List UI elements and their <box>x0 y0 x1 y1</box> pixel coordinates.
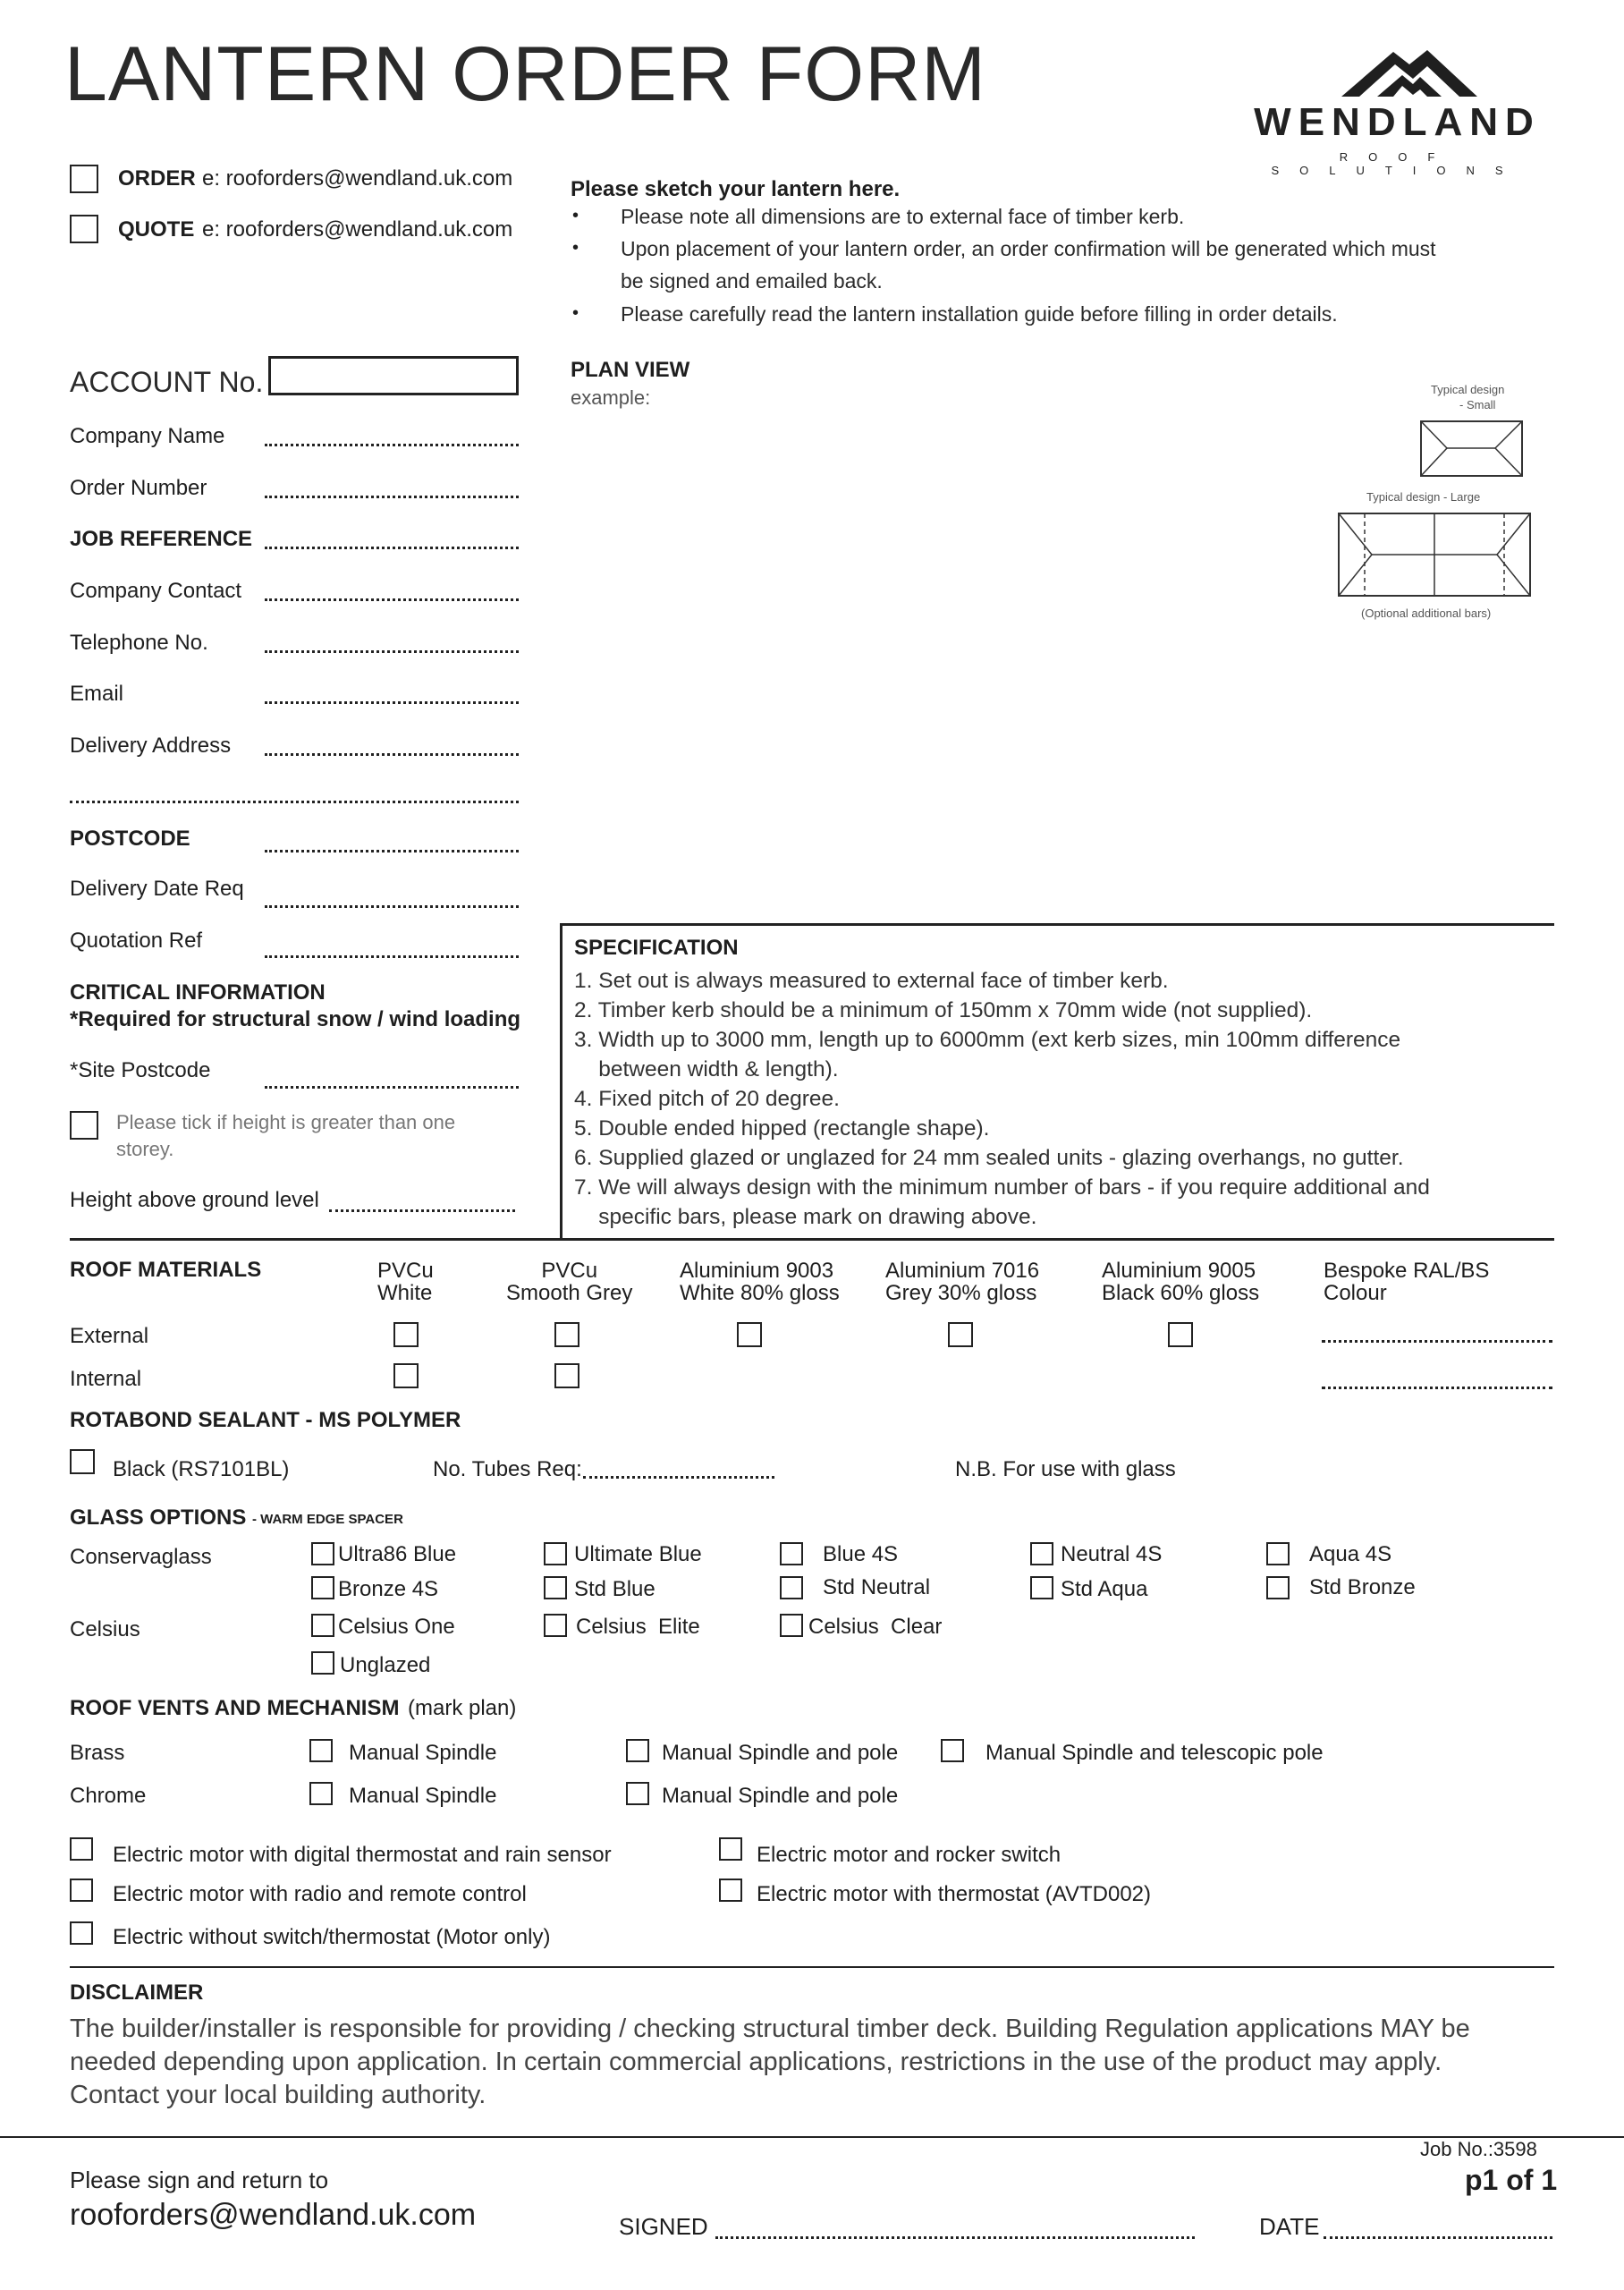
brass-telescopic-label: Manual Spindle and telescopic pole <box>985 1741 1324 1765</box>
glass-ultimate-blue-checkbox[interactable] <box>544 1542 567 1565</box>
sealant-note: N.B. For use with glass <box>955 1457 1176 1481</box>
telephone-field[interactable] <box>265 650 519 653</box>
spec-line-3: 3. Width up to 3000 mm, length up to 6000mm (ext kerb sizes, min 100mm difference <box>574 1028 1401 1052</box>
external-alu-9003-checkbox[interactable] <box>737 1322 762 1347</box>
delivery-address-field[interactable] <box>265 753 519 756</box>
sketch-heading: Please sketch your lantern here. <box>571 177 901 201</box>
external-alu-9005-checkbox[interactable] <box>1168 1322 1193 1347</box>
chrome-manual-spindle-label: Manual Spindle <box>349 1784 497 1808</box>
typical-large-diagram <box>1338 513 1533 598</box>
col-line: White 80% gloss <box>680 1281 840 1306</box>
sign-return-label: Please sign and return to <box>70 2167 329 2193</box>
example-label: example: <box>571 386 651 409</box>
account-label: ACCOUNT No. <box>70 366 264 398</box>
job-reference-label: JOB REFERENCE <box>70 527 253 551</box>
logo-word: WENDLAND <box>1254 100 1541 144</box>
glass-ultra86-checkbox[interactable] <box>311 1542 334 1565</box>
glass-blue-4s-checkbox[interactable] <box>780 1542 803 1565</box>
typical-small-1: Typical design <box>1431 383 1505 396</box>
spec-line-4: 4. Fixed pitch of 20 degree. <box>574 1087 840 1111</box>
glass-subheading: - WARM EDGE SPACER <box>252 1512 403 1527</box>
delivery-address-label: Delivery Address <box>70 734 232 758</box>
unglazed-label: Unglazed <box>340 1653 431 1677</box>
glass-std-neutral-label: Std Neutral <box>823 1575 931 1599</box>
postcode-label: POSTCODE <box>70 827 190 851</box>
brass-manual-spindle-label: Manual Spindle <box>349 1741 497 1765</box>
glass-bronze-4s-checkbox[interactable] <box>311 1576 334 1599</box>
quote-label: QUOTE <box>118 217 195 242</box>
glass-neutral-4s-label: Neutral 4S <box>1061 1542 1163 1566</box>
tick-note-1: Please tick if height is greater than one <box>116 1111 456 1133</box>
col-line: PVCu <box>541 1259 598 1283</box>
col-line: Aluminium 9005 <box>1102 1259 1256 1283</box>
electric-rocker-checkbox[interactable] <box>719 1837 742 1861</box>
celsius-one-checkbox[interactable] <box>311 1614 334 1637</box>
celsius-clear-checkbox[interactable] <box>780 1614 803 1637</box>
external-pvcu-white-checkbox[interactable] <box>393 1322 419 1347</box>
critical-sub: *Required for structural snow / wind loading <box>70 1007 521 1031</box>
electric-motor-only-label: Electric without switch/thermostat (Motor only) <box>113 1925 551 1949</box>
external-alu-7016-checkbox[interactable] <box>948 1322 973 1347</box>
chrome-spindle-pole-checkbox[interactable] <box>626 1782 649 1805</box>
sealant-heading: ROTABOND SEALANT - MS POLYMER <box>70 1408 461 1432</box>
glass-aqua-4s-label: Aqua 4S <box>1309 1542 1392 1566</box>
col-line: Bespoke RAL/BS <box>1324 1259 1490 1283</box>
spec-line-3b: between width & length). <box>574 1057 839 1081</box>
company-contact-label: Company Contact <box>70 579 242 603</box>
chrome-spindle-pole-label: Manual Spindle and pole <box>662 1784 899 1808</box>
delivery-date-field[interactable] <box>265 905 519 908</box>
electric-rain-sensor-checkbox[interactable] <box>70 1837 93 1861</box>
sketch-note-2: Upon placement of your lantern order, an order confirmation will be generated which must <box>621 237 1436 260</box>
roof-materials-heading: ROOF MATERIALS <box>70 1258 262 1282</box>
date-label: DATE <box>1259 2213 1320 2240</box>
page-number: p1 of 1 <box>1465 2164 1558 2196</box>
spec-line-2: 2. Timber kerb should be a minimum of 150mm x 70mm wide (not supplied). <box>574 998 1313 1022</box>
col-line: Grey 30% gloss <box>885 1281 1037 1306</box>
order-number-field[interactable] <box>265 496 519 498</box>
celsius-label: Celsius <box>70 1617 140 1641</box>
glass-std-bronze-label: Std Bronze <box>1309 1575 1416 1599</box>
glass-std-blue-label: Std Blue <box>574 1577 656 1601</box>
spec-line-6: 6. Supplied glazed or unglazed for 24 mm sealed units - glazing overhangs, no gutter. <box>574 1146 1404 1170</box>
glass-neutral-4s-checkbox[interactable] <box>1030 1542 1053 1565</box>
account-number-input[interactable] <box>268 356 519 395</box>
col-alu-9003 <box>680 1260 840 1304</box>
glass-aqua-4s-checkbox[interactable] <box>1266 1542 1290 1565</box>
glass-heading: GLASS OPTIONS <box>70 1505 247 1530</box>
tubes-label: No. Tubes Req: <box>433 1457 582 1481</box>
disclaimer-heading: DISCLAIMER <box>70 1980 204 2005</box>
disclaimer-line-1: The builder/installer is responsible for providing / checking structural timber deck. Building Regulation applications MAY be <box>70 2014 1470 2043</box>
col-alu-7016 <box>885 1260 1039 1304</box>
company-contact-field[interactable] <box>265 598 519 601</box>
col-line: PVCu <box>377 1259 434 1283</box>
col-line: Aluminium 7016 <box>885 1259 1040 1283</box>
signature-field[interactable] <box>715 2236 1195 2239</box>
glass-bronze-4s-label: Bronze 4S <box>338 1577 439 1601</box>
wendland-logo <box>1243 45 1552 177</box>
typical-small-2: - Small <box>1459 398 1496 411</box>
email-field[interactable] <box>265 701 519 704</box>
order-number-label: Order Number <box>70 476 207 500</box>
conservaglass-label: Conservaglass <box>70 1545 212 1569</box>
delivery-date-label: Delivery Date Req <box>70 877 244 901</box>
glass-blue-4s-label: Blue 4S <box>823 1542 899 1566</box>
col-line: Aluminium 9003 <box>680 1259 834 1283</box>
tubes-field[interactable] <box>583 1476 774 1479</box>
glass-std-neutral-checkbox[interactable] <box>780 1576 803 1599</box>
divider-footer <box>0 2136 1624 2138</box>
sketch-note-3: Please carefully read the lantern installation guide before filling in order details. <box>621 302 1338 326</box>
sketch-note-1: Please note all dimensions are to external face of timber kerb. <box>621 205 1185 228</box>
celsius-elite-checkbox[interactable] <box>544 1614 567 1637</box>
page-title: LANTERN ORDER FORM <box>64 31 986 117</box>
glass-std-bronze-checkbox[interactable] <box>1266 1576 1290 1599</box>
celsius-one-label: Celsius One <box>338 1615 455 1639</box>
electric-thermostat-label: Electric motor with thermostat (AVTD002) <box>757 1882 1152 1906</box>
quotation-ref-field[interactable] <box>265 955 519 958</box>
typical-small-diagram <box>1420 420 1524 478</box>
electric-motor-only-checkbox[interactable] <box>70 1921 93 1945</box>
signed-label: SIGNED <box>619 2213 708 2240</box>
col-alu-9005 <box>1102 1260 1259 1304</box>
telephone-label: Telephone No. <box>70 631 208 655</box>
typical-large: Typical design - Large <box>1366 490 1481 504</box>
glass-std-aqua-checkbox[interactable] <box>1030 1576 1053 1599</box>
external-label: External <box>70 1324 149 1348</box>
glass-ultimate-blue-label: Ultimate Blue <box>574 1542 702 1566</box>
electric-rain-sensor-label: Electric motor with digital thermostat and rain sensor <box>113 1843 612 1867</box>
col-line: White <box>377 1281 433 1306</box>
tick-note-2: storey. <box>116 1138 174 1160</box>
quotation-ref-label: Quotation Ref <box>70 929 203 953</box>
job-number: Job No.:3598 <box>1420 2138 1537 2160</box>
electric-rocker-label: Electric motor and rocker switch <box>757 1843 1062 1867</box>
internal-pvcu-white-checkbox[interactable] <box>393 1363 419 1388</box>
order-label: ORDER <box>118 166 196 191</box>
col-bespoke <box>1324 1260 1489 1304</box>
order-checkbox[interactable] <box>70 165 98 193</box>
col-line: Colour <box>1324 1281 1387 1306</box>
electric-thermostat-checkbox[interactable] <box>719 1879 742 1902</box>
internal-bespoke-field[interactable] <box>1322 1387 1552 1389</box>
optional-bars: (Optional additional bars) <box>1361 606 1492 620</box>
email-label: Email <box>70 682 124 706</box>
company-name-field[interactable] <box>265 444 519 446</box>
divider-disclaimer <box>70 1966 1554 1968</box>
specification-heading: SPECIFICATION <box>574 936 739 960</box>
height-label: Height above ground level <box>70 1188 319 1212</box>
logo-sub: ROOF SOLUTIONS <box>1271 150 1524 177</box>
internal-label: Internal <box>70 1367 142 1391</box>
spec-line-1: 1. Set out is always measured to external face of timber kerb. <box>574 969 1169 993</box>
chrome-label: Chrome <box>70 1784 147 1808</box>
external-bespoke-field[interactable] <box>1322 1340 1552 1343</box>
height-field[interactable] <box>329 1209 515 1212</box>
celsius-elite-label: Celsius Elite <box>576 1615 700 1639</box>
postcode-field[interactable] <box>265 850 519 852</box>
order-email: e: rooforders@wendland.uk.com <box>202 166 513 191</box>
glass-std-aqua-label: Std Aqua <box>1061 1577 1148 1601</box>
vents-heading-suffix: (mark plan) <box>408 1696 517 1720</box>
internal-pvcu-grey-checkbox[interactable] <box>554 1363 579 1388</box>
quote-checkbox[interactable] <box>70 215 98 243</box>
sealant-black-label: Black (RS7101BL) <box>113 1457 290 1481</box>
plan-view-heading: PLAN VIEW <box>571 358 690 382</box>
vents-heading: ROOF VENTS AND MECHANISM <box>70 1696 400 1720</box>
delivery-address-line-2[interactable] <box>70 801 519 803</box>
electric-radio-checkbox[interactable] <box>70 1879 93 1902</box>
sketch-note-2b: be signed and emailed back. <box>621 269 883 293</box>
sealant-black-checkbox[interactable] <box>70 1449 95 1474</box>
quote-email: e: rooforders@wendland.uk.com <box>202 217 513 242</box>
return-email: rooforders@wendland.uk.com <box>70 2198 477 2232</box>
brass-spindle-pole-label: Manual Spindle and pole <box>662 1741 899 1765</box>
electric-radio-label: Electric motor with radio and remote control <box>113 1882 527 1906</box>
company-name-label: Company Name <box>70 424 225 448</box>
col-pvcu-smooth-grey <box>506 1260 632 1304</box>
glass-ultra86-label: Ultra86 Blue <box>338 1542 457 1566</box>
brass-label: Brass <box>70 1741 125 1765</box>
disclaimer-line-2: needed depending upon application. In certain commercial applications, restrictions in the use of the product may apply. <box>70 2048 1442 2076</box>
critical-heading: CRITICAL INFORMATION <box>70 980 326 1005</box>
job-reference-field[interactable] <box>265 547 519 549</box>
site-postcode-field[interactable] <box>265 1086 519 1089</box>
unglazed-checkbox[interactable] <box>311 1651 334 1675</box>
disclaimer-line-3: Contact your local building authority. <box>70 2081 486 2109</box>
divider-roof-materials <box>70 1238 1554 1241</box>
spec-line-5: 5. Double ended hipped (rectangle shape). <box>574 1116 990 1141</box>
celsius-clear-label: Celsius Clear <box>808 1615 943 1639</box>
col-line: Black 60% gloss <box>1102 1281 1260 1306</box>
site-postcode-label: *Site Postcode <box>70 1058 211 1082</box>
external-pvcu-grey-checkbox[interactable] <box>554 1322 579 1347</box>
date-field[interactable] <box>1324 2236 1552 2239</box>
chrome-manual-spindle-checkbox[interactable] <box>309 1782 333 1805</box>
glass-std-blue-checkbox[interactable] <box>544 1576 567 1599</box>
height-storey-checkbox[interactable] <box>70 1111 98 1140</box>
brass-spindle-pole-checkbox[interactable] <box>626 1739 649 1762</box>
col-pvcu-white <box>377 1260 434 1304</box>
mountain-logo-icon <box>1243 45 1552 98</box>
spec-line-7b: specific bars, please mark on drawing above. <box>574 1205 1037 1229</box>
spec-line-7: 7. We will always design with the minimum number of bars - if you require additional and <box>574 1175 1430 1200</box>
brass-manual-spindle-checkbox[interactable] <box>309 1739 333 1762</box>
col-line: Smooth Grey <box>506 1281 633 1306</box>
brass-telescopic-checkbox[interactable] <box>941 1739 964 1762</box>
